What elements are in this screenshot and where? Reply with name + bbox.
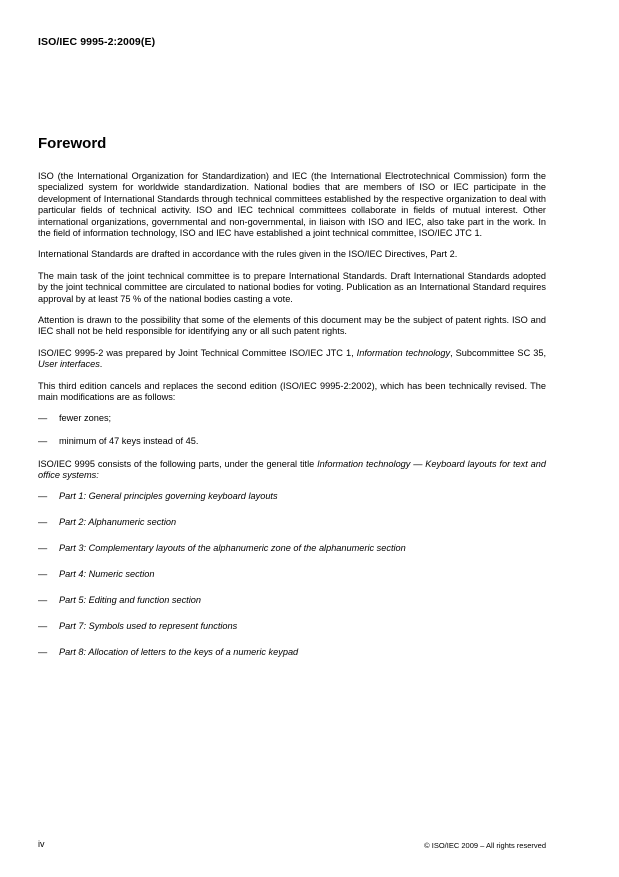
list-item: — Part 4: Numeric section [38, 568, 155, 579]
list-item: — Part 2: Alphanumeric section [38, 516, 177, 527]
page-number: iv [38, 839, 45, 849]
paragraph-iso-iec: ISO (the International Organization for Standardization) and IEC (the International Electrotechnical Commission) form the specialized system for worldwide standardization. National bodies that are members of ISO or IEC participate in the development of International Standards through technical committees established by the respective organization to deal with particular fields of technical activity. ISO and IEC technical committees collaborate in fields of mutual interest. Other international organizations, governmental and non-governmental, in liaison with ISO and IEC, also take part in the work. In the field of information technology, ISO and IEC have established a joint technical committee, ISO/IEC JTC 1. [38, 171, 546, 239]
page-title: Foreword [38, 135, 107, 152]
list-item: — Part 8: Allocation of letters to the keys of a numeric keypad [38, 646, 299, 657]
foreword-body [38, 171, 546, 673]
paragraph-parts-intro: ISO/IEC 9995 consists of the following parts, under the general title Information technology — Keyboard layouts for text and office systems: [38, 458, 546, 481]
general-title: Information technology — Keyboard layouts for text and office systems: [38, 458, 546, 481]
list-item: — Part 7: Symbols used to represent functions [38, 620, 238, 631]
list-item: — minimum of 47 keys instead of 45. [38, 435, 199, 446]
paragraph-main-task: The main task of the joint technical committee is to prepare International Standards. Draft International Standards adopted by the joint technical committee are circulated to national bodies for voting. Publication as an International Standard requires approval by at least 75 % of the national bodies casting a vote. [38, 270, 546, 304]
paragraph-drafting-rules: International Standards are drafted in accordance with the rules given in the ISO/IEC Directives, Part 2. [38, 249, 458, 260]
paragraph-patent-rights: Attention is drawn to the possibility that some of the elements of this document may be the subject of patent rights. ISO and IEC shall not be held responsible for identifying any or all such patent rights. [38, 315, 546, 337]
modifications-list [38, 413, 546, 448]
copyright-notice: © ISO/IEC 2009 – All rights reserved [424, 841, 546, 850]
prepared-by-text: ISO/IEC 9995-2 was prepared by Joint Technical Committee ISO/IEC JTC 1, [38, 347, 357, 358]
list-item: — Part 1: General principles governing keyboard layouts [38, 490, 278, 501]
document-id-header: ISO/IEC 9995-2:2009(E) [38, 36, 156, 48]
paragraph-edition: This third edition cancels and replaces the second edition (ISO/IEC 9995-2:2002), which has been technically revised. The main modifications are as follows: [38, 380, 546, 403]
list-item: — fewer zones; [38, 412, 112, 423]
list-item: — Part 3: Complementary layouts of the alphanumeric zone of the alphanumeric section [38, 542, 406, 553]
subcommittee-name: User interfaces [38, 359, 100, 370]
subcommittee-text: , Subcommittee SC 35, [450, 347, 547, 358]
parts-list [38, 491, 546, 658]
list-item: — Part 5: Editing and function section [38, 594, 201, 605]
paragraph-prepared-by: ISO/IEC 9995-2 was prepared by Joint Technical Committee ISO/IEC JTC 1, Information technology, Subcommittee SC 35, User interfaces. [38, 347, 547, 370]
committee-name: Information technology [356, 347, 451, 358]
